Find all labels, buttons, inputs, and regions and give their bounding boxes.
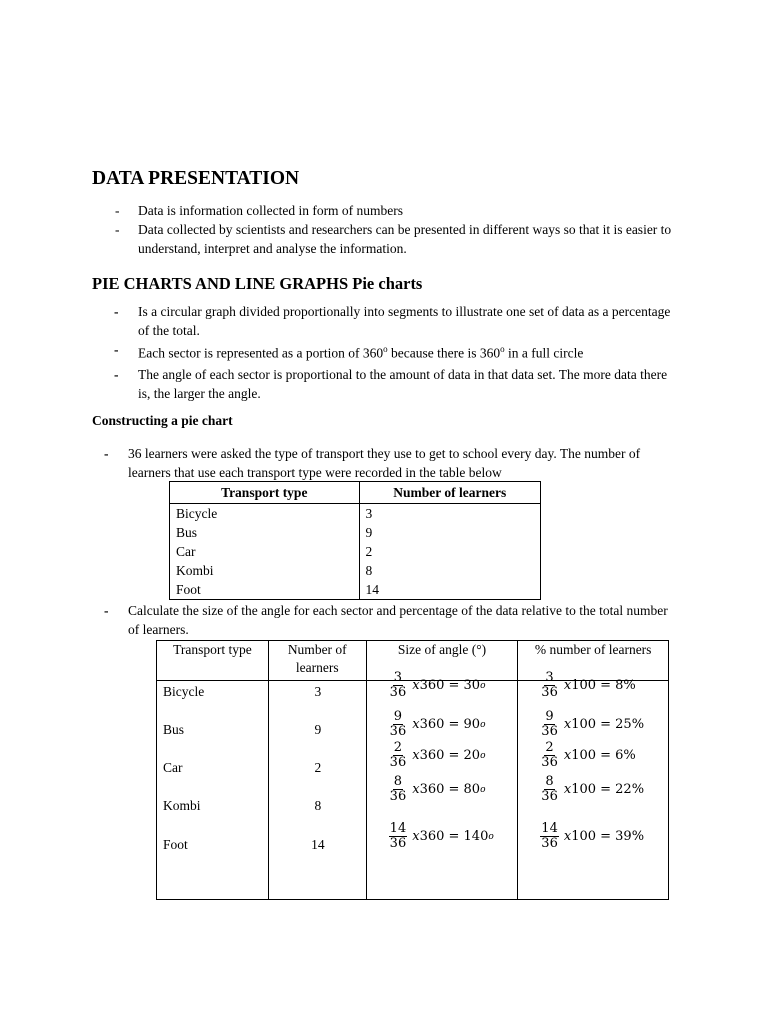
fraction — [389, 671, 408, 700]
formula-text: 360 = 140 — [419, 829, 489, 844]
degree-superscript: o — [480, 750, 486, 761]
formula-text: 360 = 90 — [419, 717, 481, 732]
multiply-sign: x — [563, 717, 572, 732]
numerator: 14 — [389, 821, 407, 836]
formula-text: 360 = 80 — [419, 782, 481, 797]
numerator: 9 — [545, 709, 554, 724]
table-cell: 9 — [359, 523, 541, 542]
transport-type-label: Foot — [163, 837, 188, 852]
bullet-marker: - — [114, 366, 119, 382]
learner-count: 8 — [314, 798, 322, 813]
column-header: Size of angle (°) — [366, 641, 518, 681]
fraction — [540, 671, 559, 700]
fraction — [540, 822, 559, 851]
table-cell: 8 — [359, 561, 541, 580]
angle-formula — [389, 741, 486, 770]
list-item-text: because there is 360 — [387, 345, 501, 361]
table-row — [170, 580, 541, 600]
percent-formula — [540, 710, 644, 739]
column-header: Number of learners — [359, 482, 541, 504]
denominator: 36 — [389, 724, 407, 739]
learner-count: 2 — [314, 760, 322, 775]
numerator: 3 — [545, 670, 554, 685]
degree-superscript: o — [480, 680, 486, 691]
numerator: 14 — [541, 821, 558, 836]
percent-formula — [540, 741, 635, 770]
denominator: 36 — [541, 836, 558, 851]
list-item-text: in a full circle — [504, 345, 584, 361]
bullet-marker: - — [114, 304, 119, 319]
list-item-text: 36 learners were asked the type of transport they use to get to school every day. The number of learners that use each transport type were recorded in the table below — [128, 446, 641, 480]
list-item — [104, 601, 673, 639]
list-item-text: Each sector is represented as a portion of 360 — [138, 345, 384, 361]
list-item — [115, 201, 678, 220]
pie-list — [114, 302, 678, 403]
fraction — [540, 741, 559, 770]
numerator: 9 — [393, 709, 403, 724]
table-row — [170, 561, 541, 580]
fraction — [389, 775, 408, 804]
table-cell: 3 — [359, 504, 541, 524]
denominator: 36 — [389, 755, 407, 770]
denominator: 36 — [541, 789, 558, 804]
percent-formula — [540, 822, 644, 851]
degree-superscript: o — [488, 831, 494, 842]
percent-cell — [518, 670, 669, 900]
table-cell: Car — [170, 542, 360, 561]
transport-type-label: Car — [163, 760, 183, 775]
table-row — [157, 681, 669, 900]
column-header: Number of learners — [268, 641, 366, 681]
formula-text: 100 = 25% — [571, 717, 645, 732]
table-cell: 14 — [359, 580, 541, 600]
section-title: PIE CHARTS AND LINE GRAPHS Pie charts — [92, 274, 423, 293]
fraction — [389, 710, 408, 739]
page-title: DATA PRESENTATION — [92, 168, 300, 189]
denominator: 36 — [541, 755, 558, 770]
transport-type-label: Kombi — [163, 798, 201, 813]
table-row — [170, 523, 541, 542]
list-item — [115, 220, 678, 258]
fraction — [540, 775, 559, 804]
list-item — [114, 365, 678, 403]
numerator: 2 — [545, 740, 554, 755]
fraction — [389, 822, 408, 851]
table-row — [170, 504, 541, 524]
subheading: Constructing a pie chart — [92, 413, 233, 428]
degree-superscript: o — [480, 784, 486, 795]
table-cell: Bicycle — [170, 504, 360, 524]
denominator: 36 — [389, 836, 407, 851]
angle-formula — [389, 775, 486, 804]
transport-type-label: Bus — [163, 722, 185, 737]
multiply-sign: x — [563, 748, 572, 763]
list-item — [114, 302, 678, 340]
transport-type-cell — [157, 681, 269, 900]
count-cell — [268, 681, 366, 900]
multiply-sign: x — [412, 748, 420, 763]
column-header: Transport type — [170, 482, 360, 504]
construct-list-1 — [104, 444, 673, 482]
angle-formula — [389, 710, 486, 739]
learner-count: 9 — [314, 722, 322, 737]
bullet-marker: - — [115, 203, 120, 218]
list-item-text: The angle of each sector is proportional to the amount of data in that data set. The more data there is, the larger the angle. — [138, 366, 668, 401]
transport-table — [169, 481, 541, 600]
list-item-text: Calculate the size of the angle for each sector and percentage of the data relative to the total number of learners. — [128, 603, 668, 637]
numerator: 3 — [393, 670, 403, 685]
formula-text: 100 = 6% — [571, 748, 636, 763]
list-item — [114, 340, 678, 363]
degree-superscript: o — [383, 344, 388, 354]
calculation-table — [156, 640, 669, 900]
list-item-text: Data collected by scientists and researchers can be presented in different ways so that it is easier to understand, interpret and analyse the information. — [138, 222, 672, 256]
list-item — [104, 444, 673, 482]
angle-cell — [366, 670, 518, 900]
angle-formula — [389, 822, 494, 851]
multiply-sign: x — [412, 678, 420, 693]
multiply-sign: x — [412, 782, 420, 797]
table-cell: Bus — [170, 523, 360, 542]
multiply-sign: x — [563, 829, 572, 844]
multiply-sign: x — [412, 829, 420, 844]
percent-formula — [540, 775, 644, 804]
denominator: 36 — [389, 789, 407, 804]
numerator: 8 — [393, 774, 403, 789]
bullet-marker: - — [115, 222, 120, 237]
bullet-marker: - — [104, 446, 109, 461]
formula-text: 100 = 39% — [571, 829, 645, 844]
degree-superscript: o — [500, 344, 505, 354]
table-row — [170, 542, 541, 561]
list-item-text: Is a circular graph divided proportionally into segments to illustrate one set of data as a percentage of the total. — [138, 304, 671, 338]
multiply-sign: x — [563, 782, 572, 797]
list-item-text: Data is information collected in form of numbers — [138, 203, 404, 218]
denominator: 36 — [541, 685, 558, 700]
formula-text: 100 = 8% — [571, 678, 636, 693]
learner-count: 3 — [314, 684, 322, 699]
numerator: 8 — [545, 774, 554, 789]
formula-text: 360 = 20 — [419, 748, 481, 763]
fraction — [389, 741, 408, 770]
numerator: 2 — [393, 740, 403, 755]
learner-count: 14 — [311, 837, 325, 852]
table-cell: 2 — [359, 542, 541, 561]
formula-text: 100 = 22% — [571, 782, 645, 797]
formula-text: 360 = 30 — [419, 678, 481, 693]
bullet-marker: - — [114, 342, 119, 357]
transport-type-label: Bicycle — [163, 684, 205, 699]
multiply-sign: x — [412, 717, 420, 732]
denominator: 36 — [389, 685, 407, 700]
table-cell: Foot — [170, 580, 360, 600]
construct-list-2 — [104, 601, 673, 639]
degree-superscript: o — [480, 719, 486, 730]
column-header: Transport type — [157, 641, 269, 681]
fraction — [540, 710, 559, 739]
multiply-sign: x — [563, 678, 572, 693]
percent-formula — [540, 671, 635, 700]
column-header: % number of learners — [518, 641, 669, 681]
angle-formula — [389, 671, 486, 700]
denominator: 36 — [541, 724, 558, 739]
bullet-marker: - — [104, 603, 109, 618]
table-cell: Kombi — [170, 561, 360, 580]
table-header-row — [170, 482, 541, 504]
intro-list — [115, 201, 678, 258]
